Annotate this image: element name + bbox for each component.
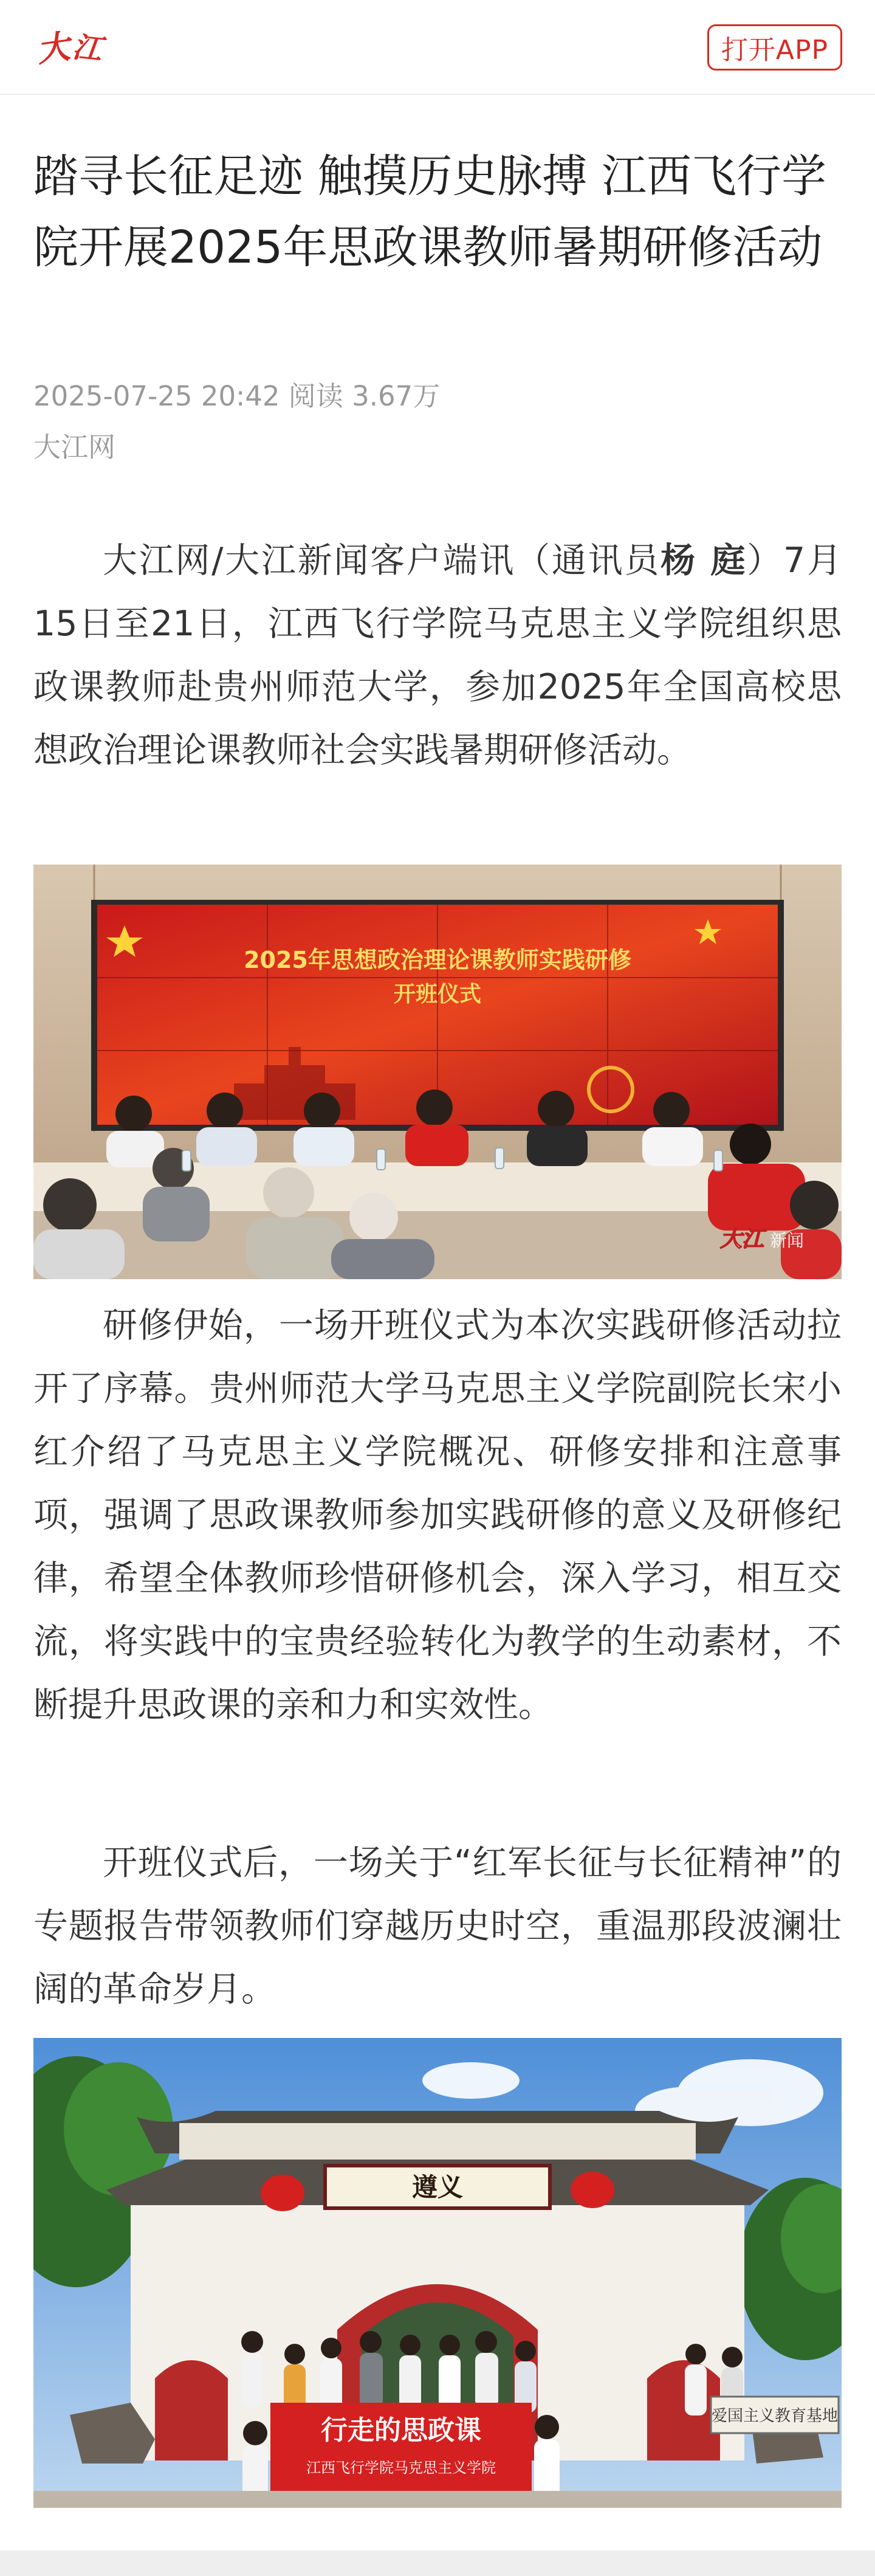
bottom-bar (0, 2550, 875, 2576)
svg-text:行走的思政课: 行走的思政课 (321, 2415, 481, 2446)
open-app-button[interactable]: 打开APP (707, 24, 842, 71)
gate-plaque-text: 遵义 (411, 2172, 464, 2202)
screen-title-text: 2025年思想政治理论课教师实践研修 (244, 947, 631, 973)
article-photo-group-gate[interactable] (33, 2038, 842, 2508)
paragraph-1: 大江网/大江新闻客户端讯（通讯员杨 庭）7月15日至21日，江西飞行学院马克思主义学院组织思政课教师赴贵州师范大学，参加2025年全国高校思想政治理论课教师社会实践暑期研修活动。 (33, 540, 842, 770)
side-sign-text: 爱国主义教育基地 (711, 2407, 839, 2425)
dajiang-logo[interactable]: 大 江 (34, 26, 105, 70)
paragraph-2: 研修伊始，一场开班仪式为本次实践研修活动拉开了序幕。贵州师范大学马克思主义学院副院长宋小红介绍了马克思主义学院概况、研修安排和注意事项，强调了思政课教师参加实践研修的意义及研修纪律，希望全体教师珍惜研修机会，深入学习，相互交流，将实践中的宝贵经验转化为教学的生动素材，不断提升思政课的亲和力和实效性。 (33, 1305, 842, 1725)
article-meta: 2025-07-25 20:42 阅读 3.67万 (33, 380, 441, 412)
banner (270, 2403, 532, 2494)
svg-text:新闻: 新闻 (770, 1231, 805, 1251)
article-photo-opening-ceremony[interactable] (33, 865, 842, 1279)
watermark-logo (720, 1226, 804, 1252)
article-title: 踏寻长征足迹 触摸历史脉搏 江西飞行学院开展2025年思政课教师暑期研修活动 (33, 150, 827, 274)
top-bar (0, 0, 875, 95)
article-source: 大江网 (33, 431, 116, 463)
svg-text:大江: 大江 (720, 1226, 764, 1252)
paragraph-3: 开班仪式后，一场关于“红军长征与长征精神”的专题报告带领教师们穿越历史时空，重温那段波澜壮阔的革命岁月。 (33, 1843, 842, 2009)
screen-subtitle-text: 开班仪式 (393, 982, 482, 1007)
reporter-name: 杨 庭 (661, 540, 747, 581)
svg-text:江西飞行学院马克思主义学院: 江西飞行学院马克思主义学院 (306, 2459, 496, 2476)
